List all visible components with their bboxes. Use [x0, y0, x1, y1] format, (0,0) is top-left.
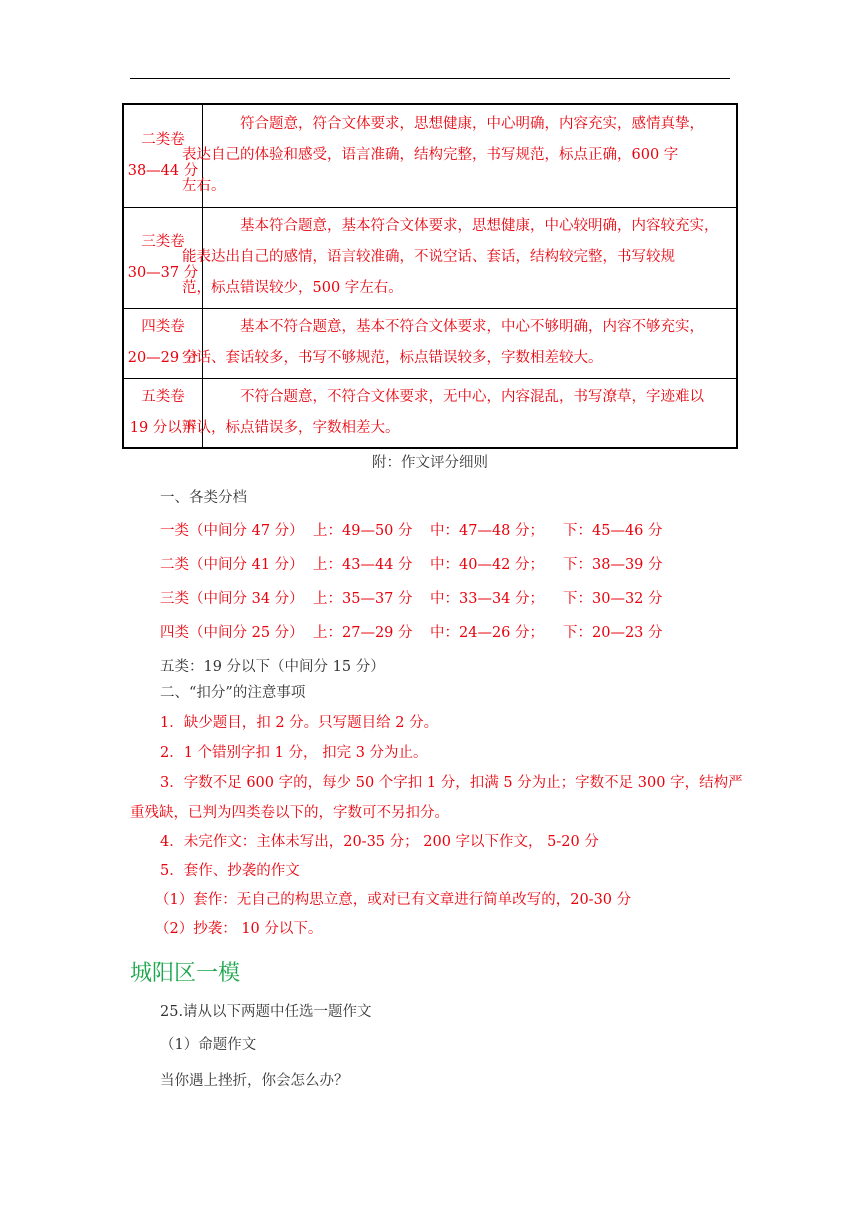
table-row	[123, 104, 737, 207]
tier-lower: 下：38—39 分	[563, 557, 663, 573]
criteria-line: 基本符合题意，基本符合文体要求，思想健康，中心较明确，内容较充实，	[240, 218, 719, 234]
criteria-line: 空话、套话较多，书写不够规范，标点错误较多，字数相差较大。	[182, 350, 603, 366]
tier-middle: 中：24—26 分；	[430, 625, 545, 641]
district-heading: 城阳区一模	[130, 961, 241, 986]
band-range: 38—44 分	[127, 162, 199, 179]
table-row	[123, 378, 737, 448]
tier-name: 一类（中间分 47 分）	[160, 523, 304, 539]
tier-lower: 下：30—32 分	[563, 591, 663, 607]
deduction-item: 1．缺少题目，扣 2 分。只写题目给 2 分。	[160, 715, 439, 731]
tier-name: 二类（中间分 41 分）	[160, 557, 304, 573]
question-option: （1）命题作文	[160, 1037, 257, 1053]
band-name: 五类卷	[141, 388, 185, 405]
table-row	[123, 207, 737, 308]
deduction-subitem: （2）抄袭： 10 分以下。	[155, 921, 323, 937]
criteria-line: 符合题意，符合文体要求，思想健康，中心明确，内容充实，感情真挚，	[240, 116, 704, 133]
tier-upper: 上：49—50 分	[313, 523, 413, 539]
essay-title: 当你遇上挫折，你会怎么办？	[160, 1073, 349, 1089]
criteria-line: 范，标点错误较少，500 字左右。	[182, 280, 403, 296]
criteria-line: 不符合题意，不符合文体要求，无中心，内容混乱，书写潦草，字迹难以	[240, 388, 704, 405]
tier-middle: 中：40—42 分；	[430, 557, 545, 573]
tier-middle: 中：47—48 分；	[430, 523, 545, 539]
section-heading: 一、各类分档	[160, 490, 247, 506]
table-caption: 附：作文评分细则	[372, 455, 488, 471]
band-range: 30—37 分	[127, 264, 199, 281]
tier-name: 四类（中间分 25 分）	[160, 625, 304, 641]
band-name: 二类卷	[141, 131, 185, 148]
question-prompt: 25.请从以下两题中任选一题作文	[160, 1004, 372, 1020]
criteria-line: 左右。	[182, 178, 226, 195]
band-range: 19 分以下	[129, 419, 197, 436]
deduction-item: 4．未完作文：主体未写出，20-35 分； 200 字以下作文， 5-20 分	[160, 834, 599, 850]
band-name: 三类卷	[141, 233, 185, 250]
criteria-cell	[182, 308, 738, 378]
tier-lower: 下：45—46 分	[563, 523, 663, 539]
band-range: 20—29 分	[127, 350, 199, 366]
tier-upper: 上：27—29 分	[313, 625, 413, 641]
criteria-cell	[182, 378, 738, 448]
tier-five: 五类：19 分以下（中间分 15 分）	[160, 659, 385, 675]
section-heading: 二、“扣分”的注意事项	[160, 685, 306, 701]
deduction-item: 2．1 个错别字扣 1 分， 扣完 3 分为止。	[160, 745, 428, 761]
criteria-line: 基本不符合题意，基本不符合文体要求，中心不够明确，内容不够充实，	[240, 319, 704, 335]
tier-middle: 中：33—34 分；	[430, 591, 545, 607]
deduction-item: 3．字数不足 600 字的，每少 50 个字扣 1 分，扣满 5 分为止；字数不足 300 字，结构严	[160, 775, 743, 791]
band-name: 四类卷	[141, 319, 185, 335]
criteria-cell	[182, 104, 738, 207]
criteria-line: 辨认，标点错误多，字数相差大。	[182, 419, 400, 436]
tier-upper: 上：35—37 分	[313, 591, 413, 607]
tier-lower: 下：20—23 分	[563, 625, 663, 641]
tier-upper: 上：43—44 分	[313, 557, 413, 573]
grading-table	[122, 103, 738, 449]
deduction-item: 5．套作、抄袭的作文	[160, 863, 300, 879]
deduction-subitem: （1）套作：无自己的构思立意，或对已有文章进行简单改写的，20-30 分	[155, 892, 632, 908]
table-row	[123, 308, 737, 378]
deduction-item-continued: 重残缺，已判为四类卷以下的，字数可不另扣分。	[130, 805, 449, 821]
criteria-line: 能表达出自己的感情，语言较准确，不说空话、套话，结构较完整，书写较规	[182, 249, 675, 265]
header-rule	[130, 78, 730, 79]
tier-name: 三类（中间分 34 分）	[160, 591, 304, 607]
criteria-line: 表达自己的体验和感受，语言准确，结构完整，书写规范，标点正确，600 字	[182, 147, 679, 164]
criteria-cell	[182, 207, 738, 308]
